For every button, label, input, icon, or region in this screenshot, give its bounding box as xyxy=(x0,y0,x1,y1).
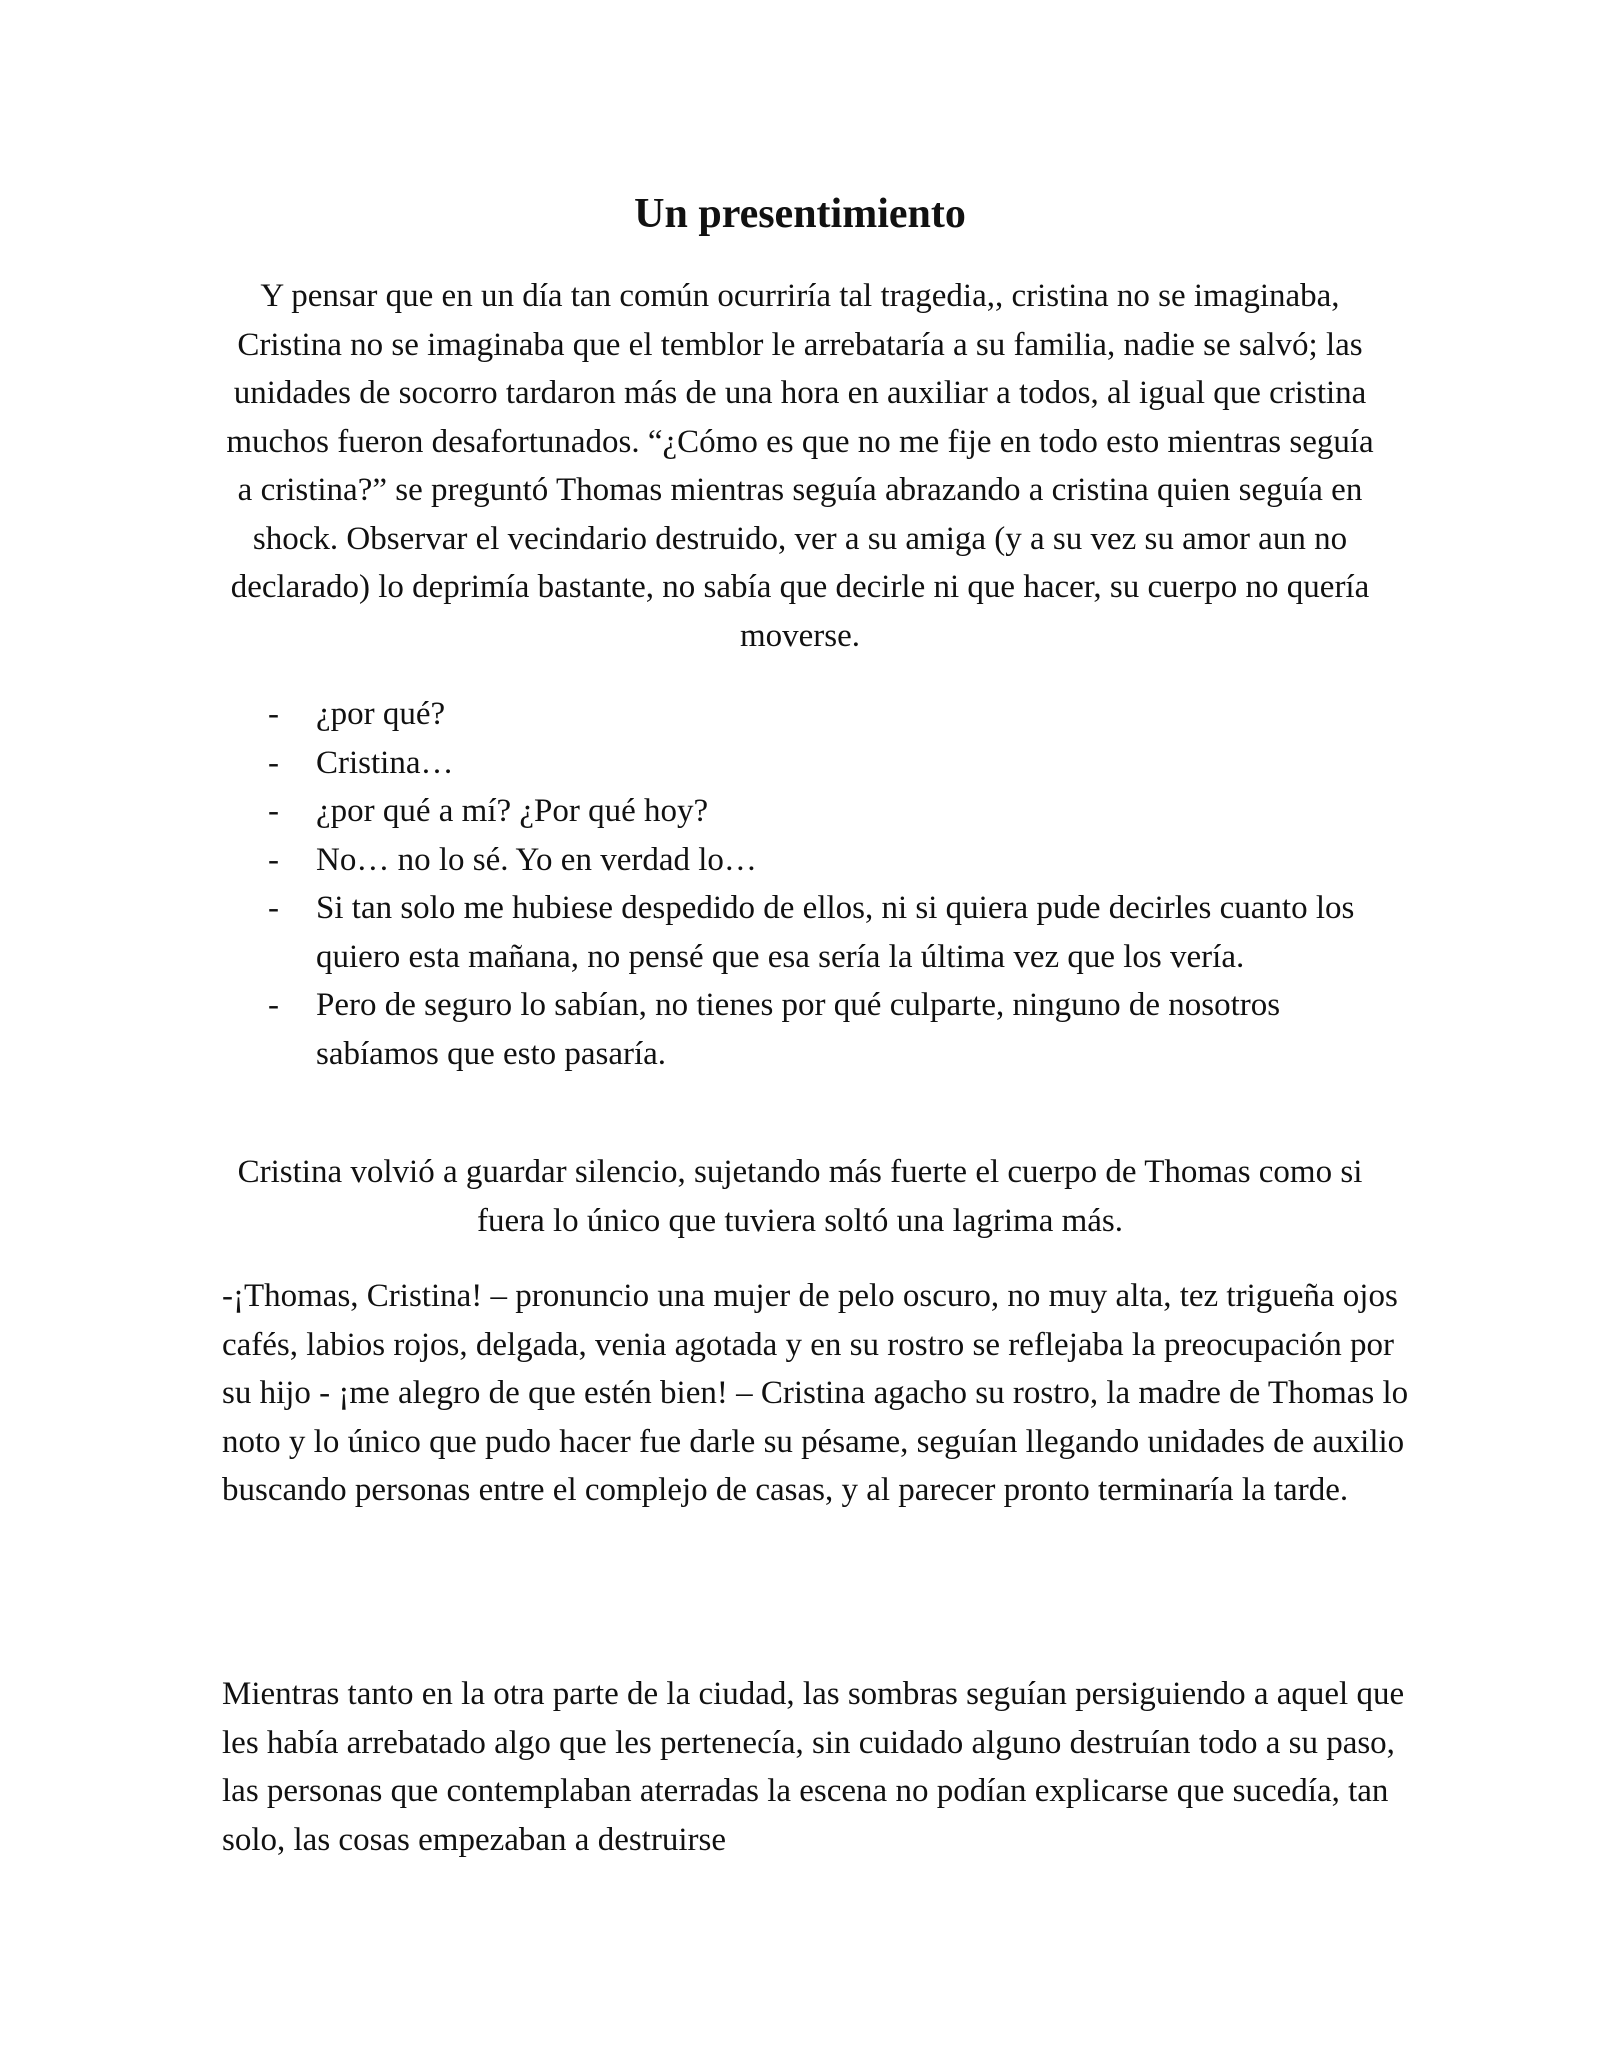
dialogue-line xyxy=(262,739,1402,788)
dialogue-dash: - xyxy=(268,987,279,1023)
dialogue-line xyxy=(262,981,1402,1078)
dialogue-dash: - xyxy=(268,890,279,926)
dialogue-line xyxy=(262,787,1402,836)
dialogue-dash: - xyxy=(268,841,279,878)
paragraph-intro: Y pensar que en un día tan común ocurriría tal tragedia,, cristina no se imaginaba, Cristina no se imaginaba que el temblor le arrebataría a su familia, nadie se salvó; las unidades de socorro tardaron más de una hora en auxiliar a todos, al igual que cristina muchos fueron desafortunados. “¿Cómo es que no me fije en todo esto mientras seguía a cristina?” se preguntó Thomas mientras seguía abrazando a cristina quien seguía en shock. Observar el vecindario destruido, ver a su amiga (y a su vez su amor aun no declarado) lo deprimía bastante, no sabía que decirle ni que hacer, su cuerpo no quería moverse. xyxy=(226,278,1374,654)
dialogue-dash: - xyxy=(268,744,279,781)
dialogue-list xyxy=(262,690,1402,1078)
document-title: Un presentimiento xyxy=(634,191,966,237)
dialogue-text: Cristina… xyxy=(316,744,454,781)
dialogue-dash: - xyxy=(268,696,279,732)
dialogue-line xyxy=(262,836,1402,885)
paragraph-silence: Cristina volvió a guardar silencio, sujetando más fuerte el cuerpo de Thomas como si fuera lo único que tuviera soltó una lagrima más. xyxy=(237,1154,1363,1239)
dialogue-text: Si tan solo me hubiese despedido de ellos, ni si quiera pude decirles cuanto los quiero esta mañana, no pensé que esa sería la última vez que los vería. xyxy=(316,890,1355,975)
dialogue-text: ¿por qué? xyxy=(316,696,446,732)
paragraph-mother: -¡Thomas, Cristina! – pronuncio una mujer de pelo oscuro, no muy alta, tez trigueña ojos cafés, labios rojos, delgada, venia agotada y en su rostro se reflejaba la preocupación por su hijo - ¡me alegro de que estén bien! – Cristina agacho su rostro, la madre de Thomas lo noto y lo único que pudo hacer fue darle su pésame, seguían llegando unidades de auxilio buscando personas entre el complejo de casas, y al parecer pronto terminaría la tarde. xyxy=(222,1278,1409,1508)
dialogue-text: Pero de seguro lo sabían, no tienes por qué culparte, ninguno de nosotros sabíamos que esto pasaría. xyxy=(316,987,1281,1072)
paragraph-shadows: Mientras tanto en la otra parte de la ciudad, las sombras seguían persiguiendo a aquel que les había arrebatado algo que les pertenecía, sin cuidado alguno destruían todo a su paso, las personas que contemplaban aterradas la escena no podían explicarse que sucedía, tan solo, las cosas empezaban a destruirse xyxy=(222,1676,1405,1858)
dialogue-text: ¿por qué a mí? ¿Por qué hoy? xyxy=(316,793,709,829)
dialogue-line xyxy=(262,884,1402,981)
dialogue-text: No… no lo sé. Yo en verdad lo… xyxy=(316,841,757,878)
dialogue-dash: - xyxy=(268,793,279,829)
dialogue-line xyxy=(262,690,1402,739)
